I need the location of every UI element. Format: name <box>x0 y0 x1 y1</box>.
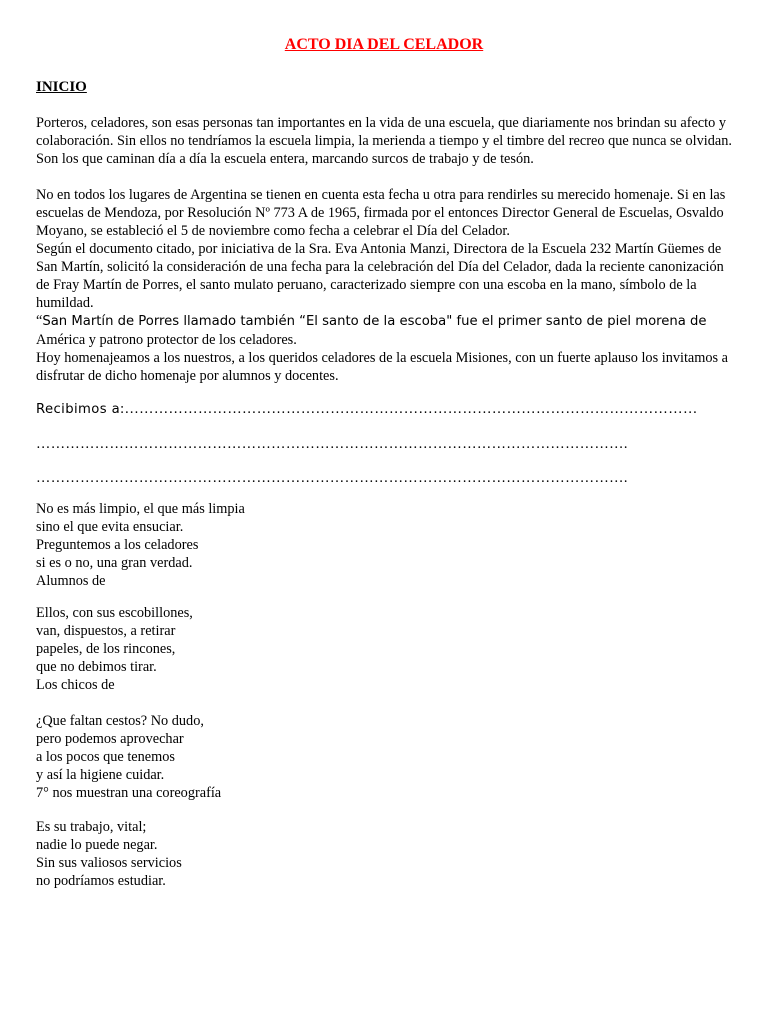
quote-open-mark: “ <box>36 313 43 329</box>
poem-line: papeles, de los rincones, <box>36 641 176 657</box>
poem-line: ¿Que faltan cestos? No dudo, <box>36 713 204 729</box>
poem-line: Preguntemos a los celadores <box>36 537 199 553</box>
poem-line: y así la higiene cuidar. <box>36 767 165 783</box>
poem-stanza-4 <box>36 818 736 890</box>
poem-line: sino el que evita ensuciar. <box>36 519 184 535</box>
document-title: ACTO DIA DEL CELADOR <box>284 36 484 53</box>
quote-tail: América y patrono protector de los celadores. <box>36 332 297 348</box>
poem-line: Sin sus valiosos servicios <box>36 855 182 871</box>
quote-sans-text: San Martín de Porres llamado también “El santo de la escoba" fue el primer santo de piel morena de <box>42 314 707 329</box>
poem-line: van, dispuestos, a retirar <box>36 623 176 639</box>
poem-line: Ellos, con sus escobillones, <box>36 605 193 621</box>
poem-line: No es más limpio, el que más limpia <box>36 501 245 517</box>
history-paragraph-2: Según el documento citado, por iniciativa de la Sra. Eva Antonia Manzi, Directora de la Escuela 232 Martín Güemes de San Martín, solicitó la consideración de una fecha para la celebración del Día del Celador, dada la reciente canonización de Fray Martín de Porres, el santo mulato peruano, caracterizado siempre con una escoba en la mano, símbolo de la humildad. <box>36 241 724 311</box>
quote-line <box>36 312 736 331</box>
intro-paragraph <box>36 114 736 168</box>
poem-performer-line: 7° nos muestran una coreografía <box>36 785 222 801</box>
poem-line: pero podemos aprovechar <box>36 731 184 747</box>
poem-performer-line: Alumnos de <box>36 573 106 589</box>
history-paragraph-1: No en todos los lugares de Argentina se tienen en cuenta esta fecha u otra para rendirles su merecido homenaje. Si en las escuelas de Mendoza, por Resolución Nº 773 A de 1965, firmada por el entonces Director General de Escuelas, Osvaldo Moyano, se estableció el 5 de noviembre como fecha a celebrar el Día del Celador. <box>36 187 726 239</box>
reception-label: Recibimos a <box>36 402 121 417</box>
dots-line-2: …………………………………………………………………………………………………………. <box>36 436 628 452</box>
reception-section <box>36 400 736 487</box>
homage-paragraph: Hoy homenajeamos a los nuestros, a los queridos celadores de la escuela Misiones, con un fuerte aplauso los invitamos a disfrutar de dicho homenaje por alumnos y docentes. <box>36 350 729 384</box>
poem-line: a los pocos que tenemos <box>36 749 175 765</box>
poem-performer-line: Los chicos de <box>36 677 115 693</box>
reception-line <box>36 400 736 419</box>
poem-line: que no debimos tirar. <box>36 659 157 675</box>
poem-stanza-2 <box>36 604 736 694</box>
poem-stanza-1 <box>36 500 736 590</box>
reception-dots: :……………………………………………………………………………………………………… <box>120 401 698 417</box>
poem-line: si es o no, una gran verdad. <box>36 555 193 571</box>
dots-line-3: …………………………………………………………………………………………………………. <box>36 470 628 486</box>
section-heading-inicio: INICIO <box>36 79 87 95</box>
poem-line: Es su trabajo, vital; <box>36 819 147 835</box>
poem-line: nadie lo puede negar. <box>36 837 158 853</box>
poem-line: no podríamos estudiar. <box>36 873 166 889</box>
poem-stanza-3 <box>36 712 736 802</box>
intro-text: Porteros, celadores, son esas personas tan importantes en la vida de una escuela, que diariamente nos brindan su afecto y colaboración. Sin ellos no tendríamos la escuela limpia, la merienda a tiempo y el timbre del recreo que nunca se olvidan. Son los que caminan día a día la escuela entera, marcando surcos de trabajo y de tesón. <box>36 115 732 167</box>
history-section <box>36 186 736 385</box>
